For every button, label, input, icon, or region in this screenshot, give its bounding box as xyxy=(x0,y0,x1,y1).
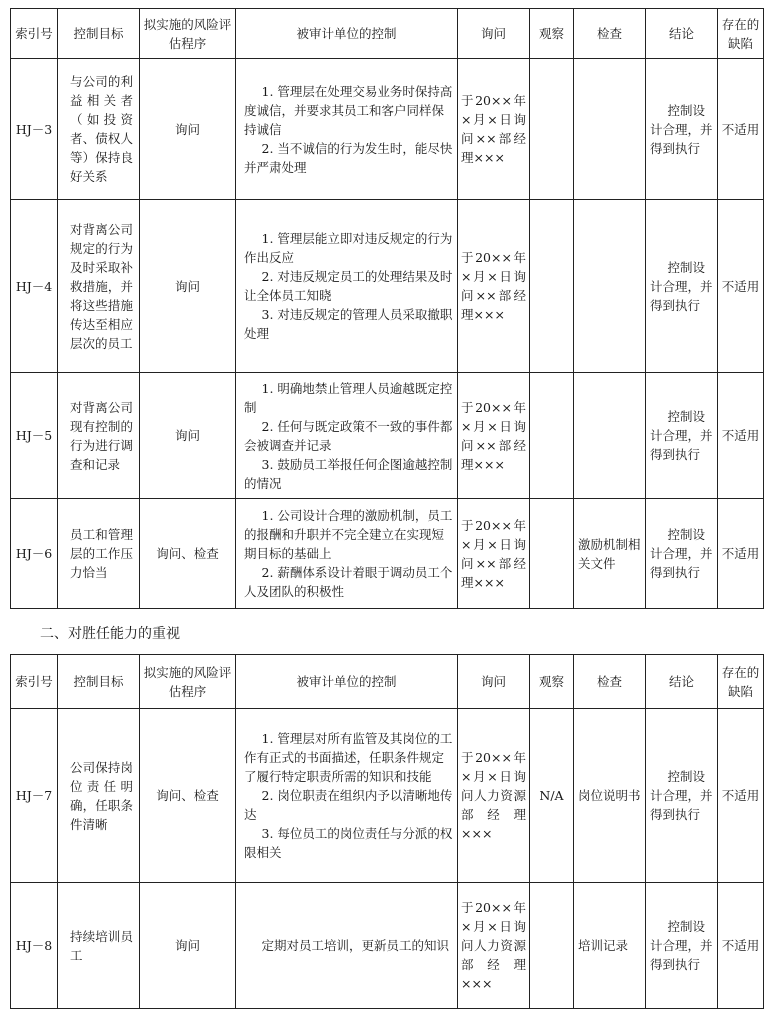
row-goal: 员工和管理层的工作压力恰当 xyxy=(58,499,140,609)
row-conclusion xyxy=(646,59,718,200)
row-conclusion xyxy=(646,499,718,609)
control-item: 2. 薪酬体系设计着眼于调动员工个人及团队的积极性 xyxy=(244,565,453,599)
table-header-row xyxy=(11,9,764,59)
control-item: 1. 管理层能立即对违反规定的行为作出反应 xyxy=(244,231,453,265)
control-table-1 xyxy=(10,8,764,609)
control-table-2 xyxy=(10,654,764,1009)
row-procedure: 询问、检查 xyxy=(140,499,236,609)
row-procedure: 询问 xyxy=(140,883,236,1009)
table-row xyxy=(11,499,764,609)
row-deficiency: 不适用 xyxy=(718,709,764,883)
header-inspect: 检查 xyxy=(574,9,646,59)
row-controls xyxy=(236,883,458,1009)
header-conclusion: 结论 xyxy=(646,9,718,59)
row-observe xyxy=(530,200,574,373)
header-conclusion: 结论 xyxy=(646,655,718,709)
row-deficiency: 不适用 xyxy=(718,200,764,373)
row-conclusion xyxy=(646,709,718,883)
header-control: 被审计单位的控制 xyxy=(236,655,458,709)
control-item: 3. 对违反规定的管理人员采取撤职处理 xyxy=(244,307,453,341)
row-procedure: 询问、检查 xyxy=(140,709,236,883)
row-goal: 对背离公司现有控制的行为进行调查和记录 xyxy=(58,373,140,499)
row-index: HJ－7 xyxy=(11,709,58,883)
row-inquiry: 于20××年×月×日询问××部经理××× xyxy=(458,499,530,609)
row-index: HJ－3 xyxy=(11,59,58,200)
table-row xyxy=(11,373,764,499)
row-inquiry: 于20××年×月×日询问××部经理××× xyxy=(458,200,530,373)
control-item: 1. 公司设计合理的激励机制，员工的报酬和升职并不完全建立在实现短期目标的基础上 xyxy=(244,508,453,561)
header-inquiry: 询问 xyxy=(458,655,530,709)
row-controls xyxy=(236,373,458,499)
header-procedure: 拟实施的风险评估程序 xyxy=(140,9,236,59)
row-conclusion xyxy=(646,883,718,1009)
row-conclusion xyxy=(646,200,718,373)
header-goal: 控制目标 xyxy=(58,9,140,59)
conclusion-text: 控制设计合理，并得到执行 xyxy=(650,409,713,462)
row-observe xyxy=(530,59,574,200)
row-controls xyxy=(236,59,458,200)
conclusion-text: 控制设计合理，并得到执行 xyxy=(650,259,713,313)
header-deficiency: 存在的缺陷 xyxy=(718,9,764,59)
row-inspect xyxy=(574,200,646,373)
row-procedure: 询问 xyxy=(140,59,236,200)
control-item: 1. 管理层对所有监管及其岗位的工作有正式的书面描述，任职条件规定了履行特定职责所需的知识和技能 xyxy=(244,731,453,784)
row-deficiency: 不适用 xyxy=(718,59,764,200)
header-observe: 观察 xyxy=(530,655,574,709)
header-inspect: 检查 xyxy=(574,655,646,709)
row-index: HJ－8 xyxy=(11,883,58,1009)
row-procedure: 询问 xyxy=(140,373,236,499)
control-item: 2. 对违反规定员工的处理结果及时让全体员工知晓 xyxy=(244,269,453,303)
control-item: 2. 岗位职责在组织内予以清晰地传达 xyxy=(244,788,453,822)
row-controls xyxy=(236,709,458,883)
header-goal: 控制目标 xyxy=(58,655,140,709)
header-inquiry: 询问 xyxy=(458,9,530,59)
row-inquiry: 于20××年×月×日询问人力资源部经理××× xyxy=(458,883,530,1009)
header-deficiency: 存在的缺陷 xyxy=(718,655,764,709)
row-controls xyxy=(236,200,458,373)
conclusion-text: 控制设计合理，并得到执行 xyxy=(650,919,713,972)
conclusion-text: 控制设计合理，并得到执行 xyxy=(650,527,713,580)
header-index: 索引号 xyxy=(11,655,58,709)
row-observe xyxy=(530,373,574,499)
row-goal: 公司保持岗位责任明确，任职条件清晰 xyxy=(58,709,140,883)
row-inspect xyxy=(574,59,646,200)
row-observe xyxy=(530,499,574,609)
row-conclusion xyxy=(646,373,718,499)
conclusion-text: 控制设计合理，并得到执行 xyxy=(650,102,713,156)
row-deficiency: 不适用 xyxy=(718,883,764,1009)
control-item: 3. 每位员工的岗位责任与分派的权限相关 xyxy=(244,826,453,860)
table-row xyxy=(11,883,764,1009)
row-inspect xyxy=(574,373,646,499)
row-deficiency: 不适用 xyxy=(718,373,764,499)
row-index: HJ－5 xyxy=(11,373,58,499)
row-goal: 持续培训员工 xyxy=(58,883,140,1009)
control-item: 2. 当不诚信的行为发生时，能尽快并严肃处理 xyxy=(244,140,453,175)
row-goal: 对背离公司规定的行为及时采取补救措施，并将这些措施传达至相应层次的员工 xyxy=(58,200,140,373)
table-row xyxy=(11,709,764,883)
header-control: 被审计单位的控制 xyxy=(236,9,458,59)
table-row xyxy=(11,59,764,200)
header-procedure: 拟实施的风险评估程序 xyxy=(140,655,236,709)
control-item: 3. 鼓励员工举报任何企图逾越控制的情况 xyxy=(244,456,453,491)
table-header-row xyxy=(11,655,764,709)
row-index: HJ－6 xyxy=(11,499,58,609)
row-inspect: 培训记录 xyxy=(574,883,646,1009)
control-item: 1. 明确地禁止管理人员逾越既定控制 xyxy=(244,380,453,415)
table-row xyxy=(11,200,764,373)
row-observe xyxy=(530,883,574,1009)
row-inquiry: 于20××年×月×日询问××部经理××× xyxy=(458,59,530,200)
section-title: 二、对胜任能力的重视 xyxy=(40,626,180,642)
header-index: 索引号 xyxy=(11,9,58,59)
row-inspect: 激励机制相关文件 xyxy=(574,499,646,609)
row-goal: 与公司的利益相关者（如投资者、债权人等）保持良好关系 xyxy=(58,59,140,200)
row-procedure: 询问 xyxy=(140,200,236,373)
row-inquiry: 于20××年×月×日询问××部经理××× xyxy=(458,373,530,499)
row-index: HJ－4 xyxy=(11,200,58,373)
header-observe: 观察 xyxy=(530,9,574,59)
row-controls xyxy=(236,499,458,609)
row-deficiency: 不适用 xyxy=(718,499,764,609)
row-inspect: 岗位说明书 xyxy=(574,709,646,883)
row-inquiry: 于20××年×月×日询问人力资源部经理××× xyxy=(458,709,530,883)
conclusion-text: 控制设计合理，并得到执行 xyxy=(650,769,713,822)
control-item: 2. 任何与既定政策不一致的事件都会被调查并记录 xyxy=(244,418,453,453)
row-observe: N/A xyxy=(530,709,574,883)
control-item: 1. 管理层在处理交易业务时保持高度诚信，并要求其员工和客户同样保持诚信 xyxy=(244,83,453,137)
control-item: 定期对员工培训，更新员工的知识 xyxy=(261,938,450,953)
